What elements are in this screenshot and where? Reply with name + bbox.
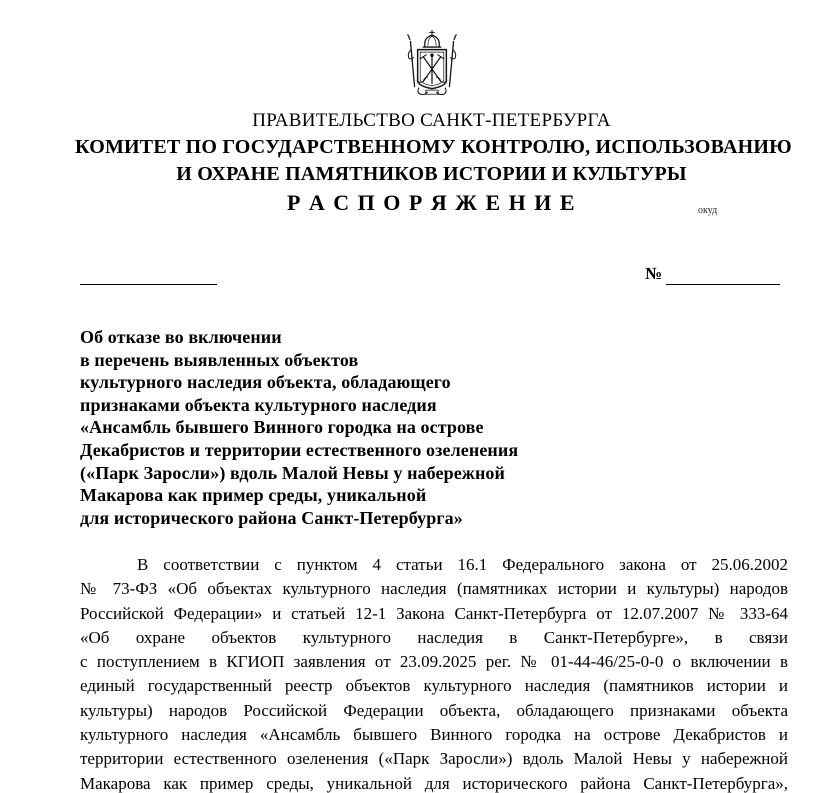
subject-block bbox=[80, 326, 680, 529]
number-blank-line bbox=[666, 284, 780, 285]
body-line: В соответствии с пунктом 4 статьи 16.1 Федерального закона от 25.06.2002 bbox=[137, 555, 788, 574]
subject-line: для исторического района Санкт-Петербурга» bbox=[80, 507, 463, 528]
body-line: единый государственный реестр объектов культурного наследия (памятников истории и bbox=[80, 676, 788, 696]
subject-line: «Ансамбль бывшего Винного городка на острове bbox=[80, 417, 484, 438]
body-line: № 73-ФЗ «Об объектах культурного наследия (памятниках истории и культуры) народов bbox=[80, 579, 788, 599]
subject-line: признаками объекта культурного наследия bbox=[80, 394, 437, 415]
number-sign: № bbox=[645, 264, 663, 283]
committee-name-line-1: КОМИТЕТ ПО ГОСУДАРСТВЕННОМУ КОНТРОЛЮ, ИСПОЛЬЗОВАНИЮ bbox=[75, 136, 792, 158]
document-type-title: Р А С П О Р Я Ж Е Н И Е bbox=[286, 190, 577, 215]
body-paragraph bbox=[80, 553, 788, 793]
subject-line: в перечень выявленных объектов bbox=[80, 349, 359, 370]
body-line: территории естественного озеленения («Парк Заросли») вдоль Малой Невы у набережной bbox=[80, 749, 788, 769]
body-line: с поступлением в КГИОП заявления от 23.09.2025 рег. № 01-44-46/25-0-0 о включении в bbox=[80, 652, 788, 672]
body-line: культуры) народов Российской Федерации объекта, обладающего признаками объекта bbox=[80, 700, 788, 720]
subject-line: Макарова как пример среды, уникальной bbox=[80, 485, 427, 506]
body-line: культурного наследия «Ансамбль бывшего Винного городка на острове Декабристов и bbox=[80, 725, 788, 745]
subject-line: культурного наследия объекта, обладающего bbox=[80, 372, 451, 393]
committee-name-line-2: И ОХРАНЕ ПАМЯТНИКОВ ИСТОРИИ И КУЛЬТУРЫ bbox=[176, 163, 687, 185]
okud-label: окуд bbox=[698, 205, 718, 216]
saint-petersburg-coat-of-arms-icon bbox=[400, 26, 464, 104]
body-line: Российской Федерации» и статьей 12-1 Закона Санкт-Петербурга от 12.07.2007 № 333-64 bbox=[80, 603, 788, 623]
body-line: Макарова как пример среды, уникальной для исторического района Санкт-Петербурга», bbox=[80, 773, 788, 793]
letterhead bbox=[75, 26, 792, 217]
date-blank-line bbox=[80, 284, 217, 285]
government-name: ПРАВИТЕЛЬСТВО САНКТ-ПЕТЕРБУРГА bbox=[252, 110, 611, 131]
subject-line: Об отказе во включении bbox=[80, 327, 282, 347]
body-line: «Об охране объектов культурного наследия в Санкт-Петербурге», в связи bbox=[80, 627, 788, 647]
subject-line: («Парк Заросли») вдоль Малой Невы у набережной bbox=[80, 462, 505, 483]
subject-line: Декабристов и территории естественного озеленения bbox=[80, 439, 519, 460]
